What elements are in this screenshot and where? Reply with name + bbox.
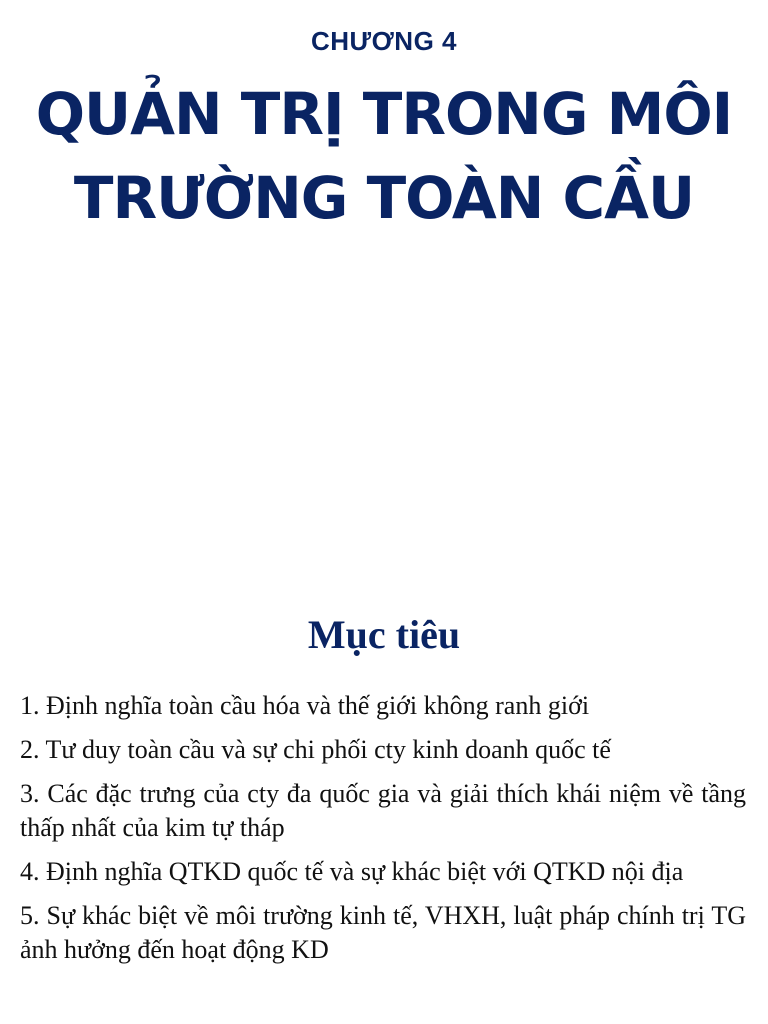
objectives-heading: Mục tiêu [307,612,461,657]
chapter-title: QUẢN TRỊ TRONG MÔI TRƯỜNG TOÀN CẦU [35,80,733,232]
objective-item: 2. Tư duy toàn cầu và sự chi phối cty kinh doanh quốc tế [20,735,611,764]
objective-item: 3. Các đặc trưng của cty đa quốc gia và giải thích khái niệm về tầng thấp nhất của kim tự tháp [20,779,746,842]
objectives-list [20,689,746,977]
objective-item: 5. Sự khác biệt về môi trường kinh tế, VHXH, luật pháp chính trị TG ảnh hưởng đến hoạt động KD [20,901,746,964]
chapter-label: CHƯƠNG 4 [311,26,457,56]
objective-item: 4. Định nghĩa QTKD quốc tế và sự khác biệt với QTKD nội địa [20,857,684,886]
objective-item: 1. Định nghĩa toàn cầu hóa và thế giới không ranh giới [20,691,590,720]
objectives-slide [0,585,768,1024]
